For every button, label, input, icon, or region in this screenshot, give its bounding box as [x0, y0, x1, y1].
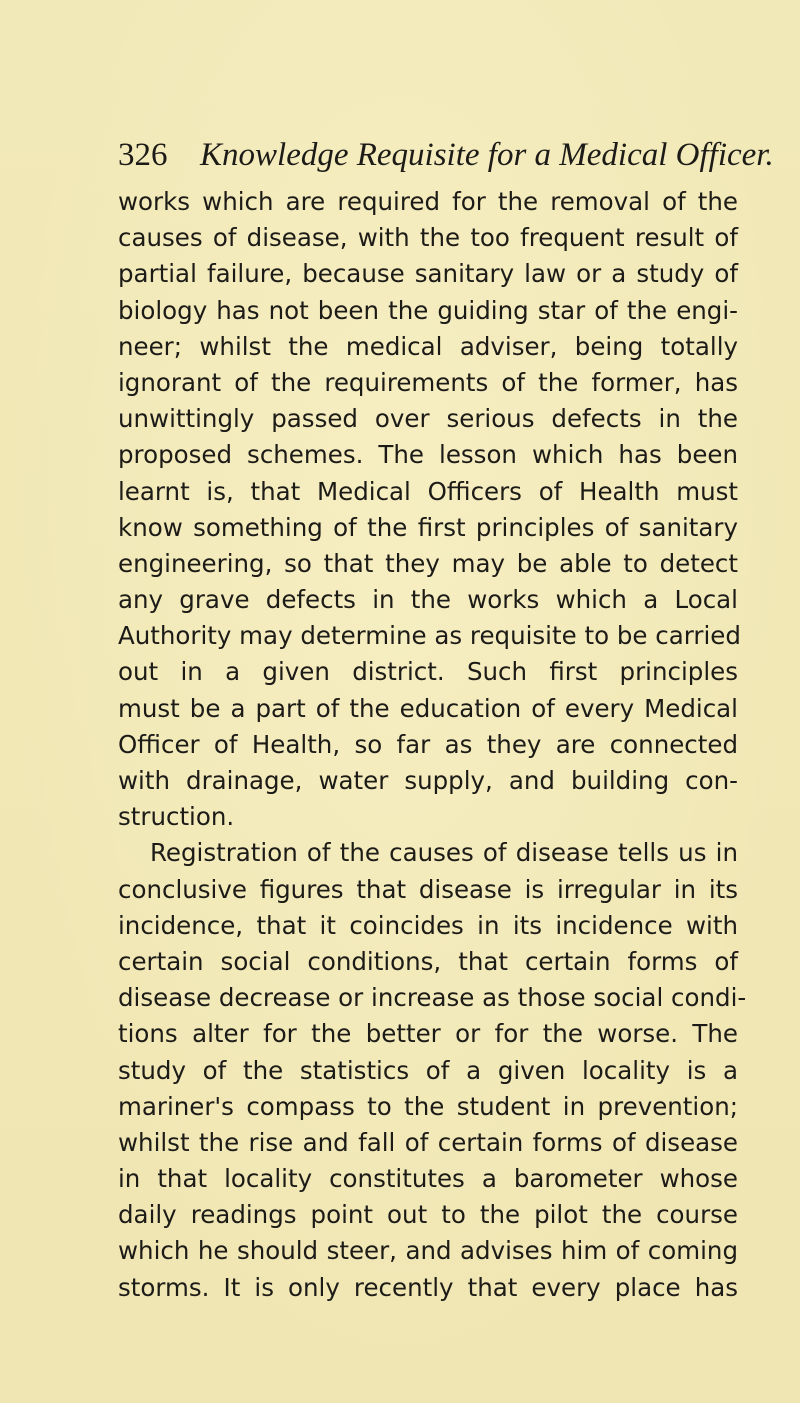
text-line: conclusive figures that disease is irregular in its [118, 874, 738, 904]
text-line: any grave defects in the works which a Local [118, 585, 738, 615]
page-header [118, 133, 774, 183]
text-line: out in a given district. Such first principles [118, 657, 738, 687]
text-line: engineering, so that they may be able to detect [118, 548, 738, 578]
text-line: unwittingly passed over serious defects in the [118, 404, 738, 434]
text-line: learnt is, that Medical Officers of Health must [118, 476, 738, 506]
text-line: must be a part of the education of every Medical [118, 693, 738, 723]
text-line: causes of disease, with the too frequent result of [118, 223, 738, 253]
text-line: proposed schemes. The lesson which has been [118, 440, 738, 470]
running-title: Knowledge Requisite for a Medical Officer. [200, 137, 774, 173]
text-line: Officer of Health, so far as they are connected [118, 729, 738, 759]
text-line: neer; whilst the medical adviser, being totally [118, 331, 738, 361]
text-line: incidence, that it coincides in its incidence with [118, 910, 738, 940]
text-line: know something of the first principles of sanitary [118, 512, 738, 542]
text-line: tions alter for the better or for the worse. The [118, 1019, 738, 1049]
text-line: daily readings point out to the pilot the course [118, 1200, 738, 1230]
text-line: works which are required for the removal of the [118, 187, 738, 216]
text-line: which he should steer, and advises him of coming [118, 1236, 738, 1266]
text-line: storms. It is only recently that every place has [118, 1272, 738, 1302]
text-line: Registration of the causes of disease tells us in [150, 838, 738, 868]
text-line: with drainage, water supply, and building con- [118, 766, 738, 795]
text-line: disease decrease or increase as those social condi- [118, 983, 747, 1013]
text-line: whilst the rise and fall of certain forms of disease [118, 1127, 738, 1157]
text-line: ignorant of the requirements of the former, has [118, 367, 738, 397]
page-number: 326 [118, 137, 168, 173]
body-text [118, 184, 747, 1306]
text-line: partial failure, because sanitary law or a study of [118, 259, 738, 289]
text-line: study of the statistics of a given locality is a [118, 1055, 738, 1085]
text-line: mariner's compass to the student in prevention; [118, 1091, 738, 1121]
text-line: struction. [118, 802, 235, 832]
text-line: in that locality constitutes a barometer whose [118, 1164, 738, 1194]
text-line: certain social conditions, that certain forms of [118, 946, 738, 976]
text-line: biology has not been the guiding star of the engi- [118, 295, 738, 325]
text-line: Authority may determine as requisite to be carried [118, 621, 741, 651]
